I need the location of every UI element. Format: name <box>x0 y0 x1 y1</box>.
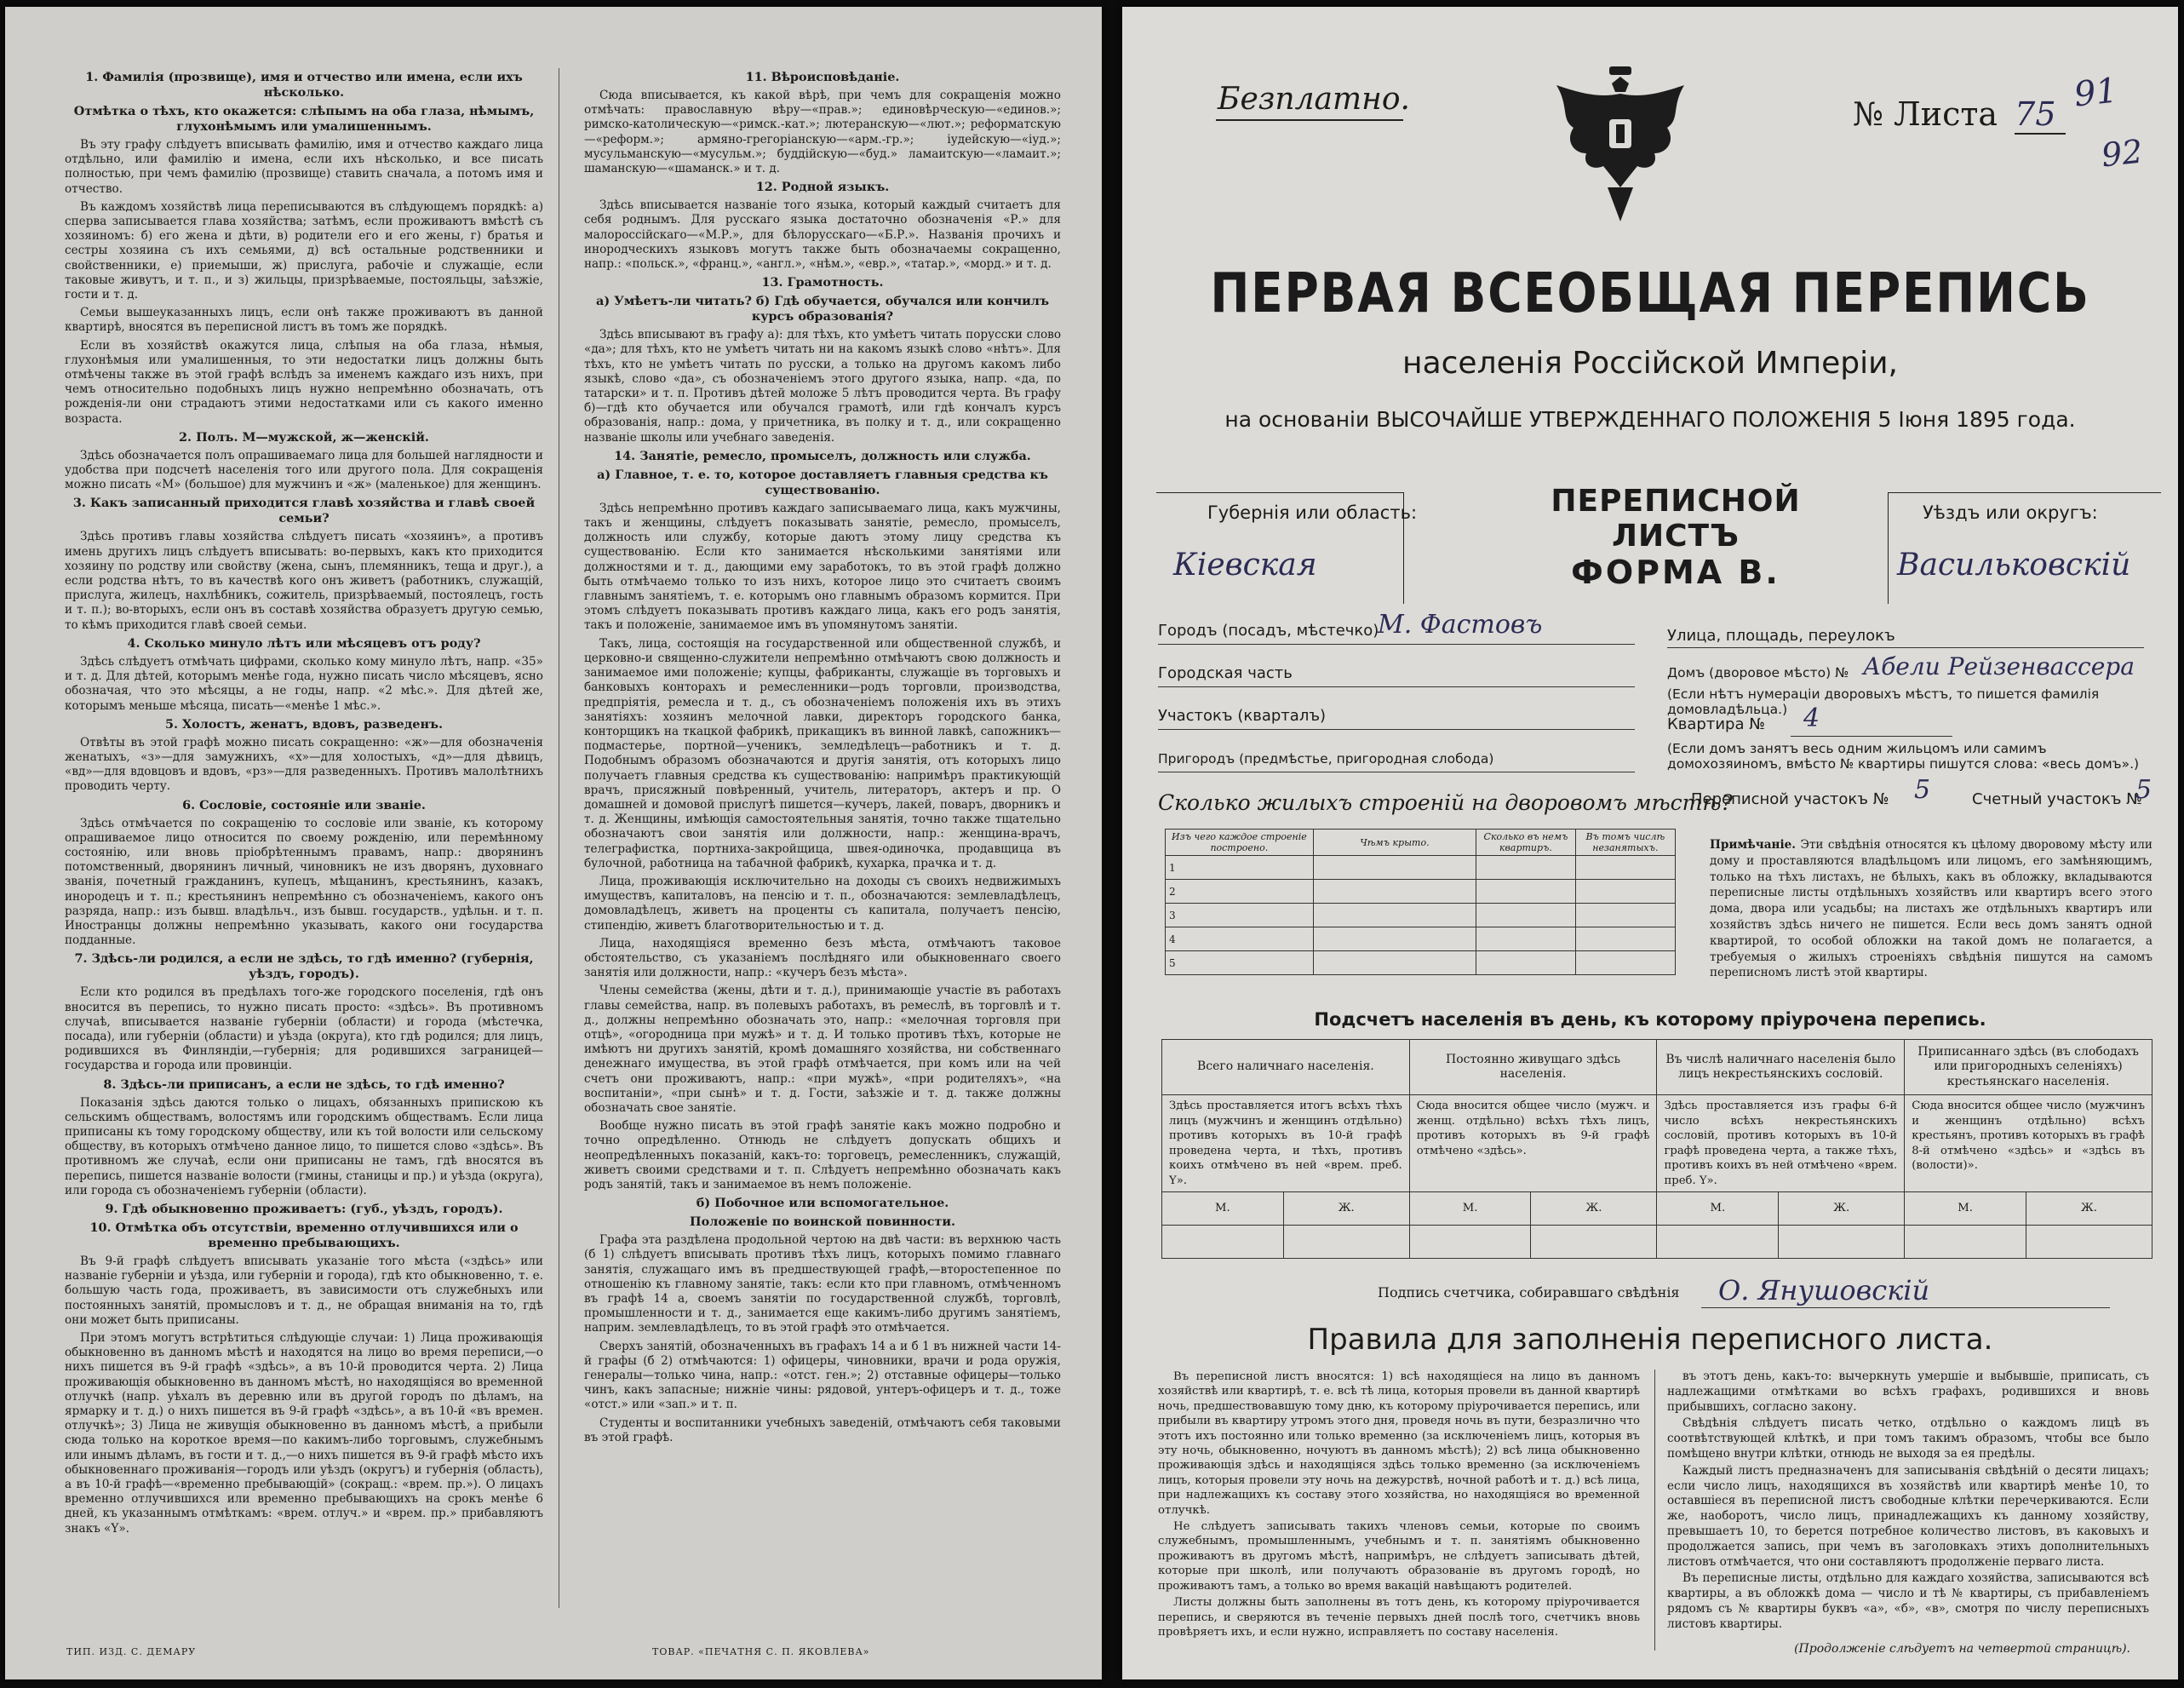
paragraph: Здѣсь непремѣнно противъ каждаго записываемаго лица, какъ мужчины, такъ и женщины, слѣдуетъ показывать занятіе, ремесло, промыселъ, должность или службу, которые даютъ этому лицу средства къ существованію. Если кто занимается нѣсколькими занятіями или должностями и т. д., дающими ему заработокъ, то въ этой графѣ должно быть отмѣчаемо только то изъ нихъ, которое лицо это считаетъ своимъ главнымъ занятіемъ, т. е. которымъ оно главнымъ образомъ кормится. При этомъ слѣдуетъ показывать противъ каждаго лица, какъ его родъ занятія, такъ и положеніе, занимаемое имъ въ упомянутомъ занятіи. <box>584 501 1061 633</box>
rule-paragraph: Не слѣдуетъ записывать такихъ членовъ семьи, которые по своимъ служебнымъ, промышленнымъ, учебнымъ и т. п. занятіямъ обыкновенно проживаютъ въ другомъ мѣстѣ, напримѣръ, не слѣдуетъ записывать дѣтей, которые при школѣ, или получаютъ образованіе въ другомъ городѣ, но проживаютъ тамъ, а только во время вакацій навѣщаютъ родителей. <box>1158 1520 1640 1593</box>
paragraph: Сверхъ занятій, обозначенныхъ въ графахъ 14 а и б 1 въ нижней части 14-й графы (б 2) отмѣчаются: 1) офицеры, чиновники, врачи и рода оружія, генералы—только чина, напр.: «отст. ген.»; 2) отставные офицеры—только чинъ, какъ запасные; нижніе чины: рядовой, унтеръ-офицеръ и т. д., тоже «отст.» или «зап.» и т. п. <box>584 1339 1061 1412</box>
section-heading: а) Главное, т. е. то, которое доставляетъ главныя средства къ существованію. <box>597 467 1048 497</box>
column-header: Постоянно живущаго здѣсь населенія. <box>1409 1040 1657 1095</box>
paragraph: Отвѣты въ этой графѣ можно писать сокращенно: «ж»—для обозначенія женатыхъ, «з»—для замужнихъ, «х»—для холостыхъ, «д»—для дѣвицъ, «вд»—для вдовцовъ и вдовъ, «рз»—для разведенныхъ. Противъ малолѣтнихъ проводить черту. <box>65 735 543 794</box>
rule-paragraph: Каждый листъ предназначенъ для записыванія свѣдѣній о десяти лицахъ; если число лицъ, находящихся въ хозяйствѣ или квартирѣ менѣе 10, то оставшіеся въ переписной листъ свободные клѣтки перечеркиваются. Если же, наоборотъ, число лицъ, принадлежащихъ къ данному хозяйству, превышаетъ 10, то берется потребное количество листовъ, въ каковыхъ и продолжается запись, при чемъ въ заголовкахъ этихъ дополнительныхъ листовъ отмѣчается, что они составляютъ продолженіе перваго листа. <box>1667 1463 2149 1569</box>
imperial-eagle-emblem-icon <box>1548 60 1693 238</box>
buildings-table-header <box>1166 830 1676 856</box>
section-heading: 2. Полъ. М—мужской, ж—женскій. <box>179 429 429 445</box>
explanation-text: Сюда вносится общее число (мужчинъ и женщинъ отдѣльно) всѣхъ крестьянъ, противъ которыхъ въ графѣ 8-й отмѣчено «здѣсь» и «здѣсь въ (волости)». <box>1905 1095 2152 1192</box>
female-label: Ж. <box>1283 1192 1409 1226</box>
rule-paragraph: Въ переписные листы, отдѣльно для каждаго хозяйства, записываются всѣ квартиры, а въ обложкѣ дома — число и тѣ № квартиры, съ прибавленіемъ рядомъ съ № квартиры буквъ «а», «б», «в», смотря по числу переписныхъ листовъ квартиры. <box>1667 1571 2149 1631</box>
sheet-number <box>1853 95 2066 135</box>
section-heading: 8. Здѣсь-ли приписанъ, а если не здѣсь, то гдѣ именно? <box>103 1077 505 1092</box>
rule <box>1158 686 1635 687</box>
paragraph: Здѣсь обозначается полъ опрашиваемаго лица для большей наглядности и удобства при подсчетѣ населенія того или другого пола. Для сокращенія можно писать «М» (большое) для мужчинъ и «ж» (маленькое) для женщинъ. <box>65 448 543 492</box>
rule-paragraph: Въ переписной листъ вносятся: 1) всѣ находящіеся на лицо въ данномъ хозяйствѣ или квартирѣ, т. е. всѣ тѣ лица, которыя провели въ данной квартирѣ ночь, предшествовавшую тому дню, къ которому пріурочивается перепись, или прибыли въ квартиру утромъ этого дня, проведя ночь въ пути, безразлично что этотъ ихъ постоянно или только временно (за исключеніемъ лицъ, которыя въ эту ночь, обыкновенно, ночуютъ въ данномъ мѣстѣ); 2) всѣ лица обыкновенно проживающія здѣсь и находящіяся здѣсь только временно (за исключеніемъ лицъ, которыя провели эту ночь на дежурствѣ, ночной работѣ и т. д.) всѣ лица, при надлежащихъ къ составу этого хозяйства, но находящіяся во временной отлучкѣ. <box>1158 1370 1640 1517</box>
paragraph: Въ 9-й графѣ слѣдуетъ вписывать указаніе того мѣста («здѣсь» или названіе губерніи и уѣзда, или губерніи и города), гдѣ кто обыкновенно, т. е. большую часть года, проживаетъ, въ зависимости отъ служебныхъ или постоянныхъ занятій, промысловъ и т. д., не обращая вниманія на то, гдѣ они может быть приписаны. <box>65 1254 543 1327</box>
paragraph: Сюда вписывается, къ какой вѣрѣ, при чемъ для сокращенія можно отмѣчать: православную вѣру—«прав.»; единовѣрческую—«единов.»; римско-католическую—«римск.-кат.»; лютеранскую—«лют.»; реформатскую—«реформ.»; армяно-грегоріанскую—«арм.-гр.»; іудейскую—«іуд.»; мусульманскую—«мусульм.»; буддійскую—«буд.» ламаитскую—«ламаит.»; шаманскую—«шаманск.» и т. д. <box>584 89 1061 176</box>
row-number: 5 <box>1166 951 1314 975</box>
column-divider <box>1654 1369 1655 1651</box>
section-heading: 3. Какъ записанный приходится главѣ хозяйства и главѣ своей семьи? <box>72 496 536 526</box>
form-title-line1: ПЕРЕПИСНОЙ ЛИСТЪ <box>1551 484 1801 554</box>
paragraph: Лица, проживающія исключительно на доходы съ своихъ недвижимыхъ имуществъ, капиталовъ, на пенсію и т. п., обозначаются: землевладѣлецъ, домовладѣлецъ, живетъ на проценты съ капитала, получаетъ пенсію, стипендію, живетъ благотворительностью и т. д. <box>584 874 1061 933</box>
dom-value: Абели Рейзенвассера <box>1863 652 2135 680</box>
column-header: Сколько въ немъ квартиръ. <box>1476 830 1576 856</box>
paragraph: Показанія здѣсь даются только о лицахъ, обязанныхъ припискою къ сельскимъ обществамъ, волостямъ или городскимъ обществамъ. Если лица приписаны къ тому городскому обществу, или къ той волости или сельскому обществу, въ которыхъ отмѣчено данное лицо, то пишется слово «здѣсь». Въ противномъ же случаѣ, если они приписаны не тамъ, гдѣ вносятся въ перепись, пишется названіе волости (гмины, станицы и пр.) и уѣзда (округа), или города съ обозначеніемъ губерніи (области). <box>65 1095 543 1197</box>
gorod-chast-label: Городская часть <box>1158 664 1293 682</box>
section-heading: 12. Родной языкъ. <box>755 180 890 195</box>
enumerator-signature-value: О. Янушовскій <box>1718 1274 1930 1306</box>
dom-label: Домъ (дворовое мѣсто) № <box>1667 665 1849 680</box>
paragraph: Здѣсь вписывается названіе того языка, который каждый считаетъ для себя роднымъ. Для русскаго языка достаточно обозначенія «Р.» для малороссійскаго—«М.Р.», для бѣлорусскаго—«Б.Р.». Названія прочихъ и инородческихъ языковъ могутъ также быть обозначаемы сокращенно, напр.: «польск.», «франц.», «англ.», «нѣм.», «евр.», «татар.», «морд.» и т. д. <box>584 198 1061 272</box>
schet-uchastok-value: 5 <box>2135 775 2152 805</box>
rules-column-1 <box>1158 1369 1640 1641</box>
population-table-header <box>1162 1040 2152 1095</box>
rules-title: Правила для заполненія переписного листа. <box>1307 1323 1993 1357</box>
continuation-note: (Продолженіе слѣдуетъ на четвертой страницѣ). <box>1794 1642 2130 1656</box>
female-label: Ж. <box>1531 1192 1657 1226</box>
ulica-label: Улица, площадь, переулокъ <box>1667 627 1895 645</box>
buildings-count-title: Сколько жилыхъ строеній на дворовомъ мѣстѣ? <box>1158 790 1733 815</box>
column-header: Приписаннаго здѣсь (въ слободахъ или пригородныхъ селеніяхъ) крестьянскаго населенія. <box>1905 1040 2152 1095</box>
section-heading: 6. Сословіе, состояніе или званіе. <box>182 797 426 812</box>
paragraph: Если кто родился въ предѣлахъ того-же городского поселенія, гдѣ онъ вносится въ перепись, то нужно писать просто: «здѣсь». Въ противномъ случаѣ, вписывается названіе губерніи (области) и города (мѣстечка, посада), или губерніи (области) и уѣзда (округа), кто гдѣ родился; для лицъ, родившихся въ Финляндіи,—губернія; для родившихся заграницей—государства и города или провинціи. <box>65 985 543 1073</box>
paragraph: Здѣсь отмѣчается по сокращенію то сословіе или званіе, къ которому опрашиваемое лицо относится по своему рожденію, или перемѣнному состоянію, или вновь пріобрѣтеннымъ правамъ, напр.: дворянинъ потомственный, дворянинъ личный, чиновникъ не изъ дворянъ, духовнаго званія, почетный гражданинъ, купецъ, мѣщанинъ, крестьянинъ, казакъ, инородецъ и т. п.; крестьянинъ непремѣнно съ обозначеніемъ, какого онъ разряда, напр.: изъ бывш. владѣльч., изъ бывш. государств., удѣльн. и т. п. Иностранцы должны непремѣнно указывать, какого они государства подданные. <box>65 816 543 948</box>
right-page <box>1122 7 2178 1679</box>
form-title-line2: ФОРМА В. <box>1571 554 1780 591</box>
gubernia-label: Губернія или область: <box>1207 502 1418 523</box>
paragraph: При этомъ могутъ встрѣтиться слѣдующіе случаи: 1) Лица проживающія обыкновенно въ данномъ мѣстѣ и находятся на лицо во время переписи,—о нихъ пишется въ 9-й графѣ «здѣсь», а въ 10-й проводится черта. 2) Лица проживающія обыкновенно въ данномъ мѣстѣ, но находящіяся во временной отлучкѣ (напр. уѣхалъ въ деревню или въ другой городъ по дѣламъ, на ярмарку и т. д.) о нихъ пишется въ 9-й графѣ «здѣсь», а въ 10-й «въ времен. отлучкѣ»; 3) Лица не живущія обыкновенно въ данномъ мѣстѣ, а прибыли сюда только на короткое время—по какимъ-либо торговымъ, служебнымъ или инымъ дѣламъ, въ гости и т. д.,—о нихъ пишется въ 9-й графѣ мѣсто ихъ обыкновеннаго проживанія—городъ или уѣздъ (округъ) и губернія (область), а въ 10-й графѣ—«временно пребывающій» (сокращ.: «врем. пр.»). О лицахъ временно отлучившихся или временно пребывающихъ на срокъ менѣе 6 дней, къ указаннымъ отмѣткамъ: «врем. отлуч.» и «врем. пр.» прибавляютъ знакъ «Y». <box>65 1331 543 1536</box>
section-heading: 14. Занятіе, ремесло, промыселъ, должность или служба. <box>614 448 1031 463</box>
column-header: Изъ чего каждое строеніе построено. <box>1166 830 1314 856</box>
note-paragraph <box>1710 837 2152 981</box>
paragraph: Студенты и воспитанники учебныхъ заведеній, отмѣчаютъ себя таковыми въ этой графѣ. <box>584 1415 1061 1444</box>
table-row <box>1166 856 1676 880</box>
census-title: ПЕРВАЯ ВСЕОБЩАЯ ПЕРЕПИСЬ <box>1210 262 2090 325</box>
female-label: Ж. <box>2026 1192 2152 1226</box>
paragraph: Если въ хозяйствѣ окажутся лица, слѣпыя на оба глаза, нѣмыя, глухонѣмыя или умалишенныя, то эти недостатки лицъ должны быть отмѣчены также въ этой графѣ вслѣдъ за именемъ каждаго изъ нихъ, при чемъ относительно подобныхъ лицъ нужно непремѣнно обозначать, отъ рожденія-ли они страдаютъ этими недостатками или съ какого именно возраста. <box>65 338 543 426</box>
population-table-explanations <box>1162 1095 2152 1192</box>
left-page <box>5 7 1102 1679</box>
uchastok-label: Участокъ (кварталъ) <box>1158 707 1327 725</box>
census-decree-line: на основаніи ВЫСОЧАЙШЕ УТВЕРЖДЕННАГО ПОЛОЖЕНІЯ 5 Іюня 1895 года. <box>1224 407 2076 432</box>
male-label: М. <box>1657 1192 1779 1226</box>
table-row <box>1166 880 1676 904</box>
section-heading: 11. Вѣроисповѣданіе. <box>745 70 900 84</box>
dom-note: (Если нѣтъ нумераціи дворовыхъ мѣстъ, то пишется фамилія домовладѣльца.) <box>1667 686 2100 717</box>
header-boxes <box>1156 467 2161 603</box>
paragraph: Лица, находящіяся временно безъ мѣста, отмѣчаютъ таковое обстоятельство, съ указаніемъ послѣдняго или обыкновеннаго своего занятія или должности, напр.: «кучеръ безъ мѣста». <box>584 936 1061 980</box>
column-header: Чѣмъ крыто. <box>1313 830 1476 856</box>
population-count-title: Подсчетъ населенія въ день, къ которому пріурочена перепись. <box>1314 1009 1986 1030</box>
table-row <box>1166 927 1676 951</box>
perepis-uchastok-label: Переписной участокъ № <box>1691 790 1889 808</box>
table-row <box>1166 904 1676 927</box>
kvartira-value: 4 <box>1803 703 1820 733</box>
table-row <box>1166 951 1676 975</box>
census-subtitle: населенія Россійской Имперіи, <box>1402 346 1898 381</box>
row-number: 3 <box>1166 904 1314 927</box>
rule-paragraph: Листы должны быть заполнены въ тотъ день, къ которому пріурочивается перепись, и сверяются въ теченіе первыхъ дней послѣ того, счетчикъ вновь провѣряетъ ихъ, и если нужно, исправляетъ по составу населенія. <box>1158 1596 1640 1639</box>
instructions-column-2 <box>584 68 1061 1449</box>
male-label: М. <box>1905 1192 2026 1226</box>
explanation-text: Здѣсь проставляется итогъ всѣхъ тѣхъ лицъ (мужчинъ и женщинъ отдѣльно) противъ которыхъ въ 10-й графѣ проведена черта, и тѣхъ, противъ коихъ отмѣчено въ ней «врем. преб. Y». <box>1162 1095 1410 1192</box>
note-text: Эти свѣдѣнія относятся къ цѣлому дворовому мѣсту или дому и проставляются владѣльцомъ или лицомъ, его замѣняющимъ, только на тѣхъ листахъ, не бѣлыхъ, какъ въ обложку, вкладываются переписные листы отдѣльныхъ хозяйствъ или квартиръ всего этого дома, двора или усадьбы; на листахъ же отдѣльныхъ квартиръ или хозяйствъ здѣсь ничего не пишется. Если весь домъ занятъ одной квартирой, то особой обложки на такой домъ не полагается, а требуемыя о жилыхъ строеніяхъ свѣдѣнія пишутся на самомъ переписномъ листѣ этой квартиры. <box>1710 838 2152 980</box>
perepis-uchastok-value: 5 <box>1914 775 1931 805</box>
sheet-number-label: № Листа <box>1853 95 1998 133</box>
paragraph: Вообще нужно писать въ этой графѣ занятіе какъ можно подробно и точно опредѣленно. Отнюдь не слѣдуетъ допускать общихъ и неопредѣленныхъ показаній, какъ-то: торговецъ, ремесленникъ, служащій, живетъ своими средствами и т. п. Слѣдуетъ непремѣнно обозначать какъ родъ занятій, такъ и занимаемое въ немъ положеніе. <box>584 1119 1061 1191</box>
paragraph: Въ эту графу слѣдуетъ вписывать фамилію, имя и отчество каждаго лица отдѣльно, или фамилію и имена, если ихъ нѣсколько, и все писать полностью, при чемъ фамилію (прозвище) ставить сначала, а потомъ имя и отчество. <box>65 138 543 196</box>
rules-column-2 <box>1667 1369 2149 1634</box>
explanation-text: Здѣсь проставляется изъ графы 6-й число всѣхъ некрестьянскихъ сословій, противъ которыхъ въ 10-й графѣ проведена черта, а также тѣхъ, противъ коихъ въ ней отмѣчено «врем. преб. Y». <box>1657 1095 1905 1192</box>
instructions-column-1 <box>65 68 543 1540</box>
free-of-charge-label: Безплатно. <box>1218 82 1410 117</box>
section-heading: 10. Отмѣтка объ отсутствіи, временно отлучившихся или о временно пребывающихъ. <box>89 1220 519 1250</box>
row-number: 1 <box>1166 856 1314 880</box>
form-title <box>1505 484 1846 591</box>
gubernia-value: Кіевская <box>1173 548 1317 583</box>
section-heading: 13. Грамотность. <box>761 275 884 290</box>
section-heading: 9. Гдѣ обыкновенно проживаетъ: (губ., уѣздъ, городъ). <box>105 1201 503 1216</box>
printer-imprint-right: ТОВАР. «ПЕЧАТНЯ С. П. ЯКОВЛЕВА» <box>652 1646 870 1657</box>
rule-paragraph: Свѣдѣнія слѣдуетъ писать четко, отдѣльно о каждомъ лицѣ въ соотвѣтствующей клѣткѣ, и при томъ такимъ образомъ, чтобы все было помѣщено внутри клѣтки, отнюдь не выходя за ея предѣлы. <box>1667 1416 2149 1461</box>
column-header: Въ числѣ наличнаго населенія было лицъ некрестьянскихъ сословій. <box>1657 1040 1905 1095</box>
sheet-number-value: 75 <box>2015 95 2066 135</box>
explanation-text: Сюда вносится общее число (мужч. и женщ. отдѣльно) всѣхъ тѣхъ лицъ, противъ которыхъ въ 9-й графѣ отмѣчено «здѣсь». <box>1409 1095 1657 1192</box>
section-heading: 7. Здѣсь-ли родился, а если не здѣсь, то гдѣ именно? (губернія, уѣздъ, городъ). <box>74 951 534 982</box>
kvartira-label: Квартира № <box>1667 715 1765 733</box>
row-number: 4 <box>1166 927 1314 951</box>
paragraph: Здѣсь противъ главы хозяйства слѣдуетъ писать «хозяинъ», а противъ имень другихъ лицъ слѣдуетъ вписывать: во-первыхъ, какъ кто приходится хозяину по родству или свойству (жена, сынъ, племянникъ, теща и друг.), а если родства нѣтъ, то въ качествѣ кого онъ живетъ (работникъ, служащій, прислуга, жилецъ, нахлѣбникъ, сожитель, призрѣваемый, постоялецъ, гость и т. п.); во-вторыхъ, если онъ въ составѣ хозяйства образуетъ другую семью, то кѣмъ приходится главѣ своей семьи. <box>65 530 543 632</box>
male-label: М. <box>1409 1192 1531 1226</box>
paragraph: Въ каждомъ хозяйствѣ лица переписываются въ слѣдующемъ порядкѣ: а) сперва записывается глава хозяйства; затѣмъ, если проживаютъ вмѣстѣ съ хозяиномъ: б) его жена и дѣти, в) родители его и его жены, г) братья и сестры хозяина съ ихъ семьями, д) всѣ остальные родственники и свойственники, е) приемыши, ж) прислуга, рабочіе и служащіе, если таковые живутъ, и т. п., и з) жильцы, призрѣваемые, постояльцы, заѣзжіе, гости и т. д. <box>65 199 543 302</box>
column-header: Всего наличнаго населенія. <box>1162 1040 1410 1095</box>
count-values-row <box>1162 1226 2152 1259</box>
printer-imprint-left: ТИП. ИЗД. С. ДЕМАРУ <box>66 1646 197 1657</box>
underline <box>1216 119 1403 121</box>
schet-uchastok-label: Счетный участокъ № <box>1972 790 2142 808</box>
sex-header-row <box>1162 1192 2152 1226</box>
female-label: Ж. <box>1779 1192 1905 1226</box>
gorod-label: Городъ (посадъ, мѣстечко) <box>1158 622 1379 640</box>
uezd-value: Васильковскій <box>1897 548 2131 583</box>
paragraph: Графа эта раздѣлена продольной чертою на двѣ части: въ верхнюю часть (б 1) слѣдуетъ вписывать противъ тѣхъ лицъ, которыхъ помимо главнаго занятія, служащаго имъ въ предшествующей графѣ,—второстепенное по отношенію къ главному занятіе, такъ: если кто при главномъ, отмѣченномъ въ графѣ 14 а, своемъ занятіи по государственной службѣ, торговлѣ, промышленности и т. д., занимается еще какимъ-либо другимъ занятіемъ, наприм. землевладѣлецъ, то въ этой графѣ это отмѣчается. <box>584 1233 1061 1335</box>
enumerator-signature-label: Подпись счетчика, собиравшаго свѣдѣнія <box>1378 1284 1680 1300</box>
section-heading: а) Умѣетъ-ли читать? б) Гдѣ обучается, обучался или кончилъ курсъ образованія? <box>596 294 1049 324</box>
row-number: 2 <box>1166 880 1314 904</box>
paragraph: Такъ, лица, состоящія на государственной или общественной службѣ, и церковно-и священно-служители непремѣнно отмѣчаютъ свою должность и занимаемое ими положеніе; купцы, фабриканты, служащіе въ торговыхъ и банковыхъ конторахъ и ремесленники—родъ торговли, производства, предпріятія, ремесла и т. д., съ обозначеніемъ положенія ихъ въ этихъ занятіяхъ: хозяинъ мелочной лавки, директоръ городского банка, конторщикъ на ткацкой фабрикѣ, прикащикъ въ винной лавкѣ, сапожникъ—подмастерье, портной—ученикъ, земледѣлецъ—работникъ и т. д. Подобнымъ образомъ обозначаются и другія занятія, отъ которыхъ лицо получаетъ главныя средства къ существованію: напримѣръ практикующій врачъ, присяжный повѣренный, учитель, литераторъ, актеръ и пр. О домашней и домовой прислугѣ пишется—кучеръ, лакей, поваръ, дворникъ и т. д. Женщины, имѣющія самостоятельныя занятія, точно также тщательно обозначаютъ свои занятія или должности, напр.: женщина-врачъ, телеграфистка, портниха-закройщица, швея-одиночка, продавщица въ булочной, работница на табачной фабрикѣ, кухарка, прачка и т. д. <box>584 636 1061 870</box>
paragraph: Семьи вышеуказанныхъ лицъ, если онѣ также проживаютъ въ данной квартирѣ, вносятся въ переписной листъ въ томъ же порядкѣ. <box>65 306 543 335</box>
buildings-table <box>1165 829 1676 975</box>
column-header: Въ томъ числѣ незанятыхъ. <box>1575 830 1675 856</box>
paragraph: Здѣсь слѣдуетъ отмѣчать цифрами, сколько кому минуло лѣтъ, напр. «35» и т. д. Для дѣтей, которымъ менѣе года, нужно писать число мѣсяцевъ, ясно обозначая, что это мѣсяцы, а не годы, напр. «2 мѣс.». Для дѣтей же, которымъ меньше мѣсяца, писать—«менѣе 1 мѣс.». <box>65 654 543 713</box>
section-heading: Положеніе по воинской повинности. <box>690 1214 955 1230</box>
section-heading: б) Побочное или вспомогательное. <box>696 1196 949 1211</box>
section-heading: Отмѣтка о тѣхъ, кто окажется: слѣпымъ на оба глаза, нѣмымъ, глухонѣмымъ или умалишеннымъ. <box>73 104 535 134</box>
margin-number-1: 91 <box>2072 71 2120 115</box>
note-label: Примѣчаніе. <box>1710 838 1797 852</box>
rule <box>1158 729 1635 730</box>
rule <box>1791 736 1952 737</box>
section-heading: 5. Холостъ, женатъ, вдовъ, разведенъ. <box>164 716 444 732</box>
prigorod-label: Пригородъ (предмѣстье, пригородная слобода) <box>1158 751 1494 766</box>
rule <box>1158 644 1635 645</box>
section-heading: 1. Фамилія (прозвище), имя и отчество или имена, если ихъ нѣсколько. <box>85 70 523 100</box>
margin-number-2: 92 <box>2099 132 2145 175</box>
rule <box>1667 647 2144 648</box>
uezd-label: Уѣздъ или округъ: <box>1923 502 2098 523</box>
section-heading: 4. Сколько минуло лѣтъ или мѣсяцевъ отъ роду? <box>127 635 481 651</box>
gorod-value: М. Фастовъ <box>1378 610 1543 640</box>
population-count-table <box>1161 1039 2152 1259</box>
male-label: М. <box>1162 1192 1284 1226</box>
signature-line <box>1701 1307 2110 1308</box>
paragraph: Члены семейства (жены, дѣти и т. д.), принимающіе участіе въ работахъ главы семейства, напр. въ полевыхъ работахъ, въ ремеслѣ, въ торговлѣ и т. д., должны непремѣнно обозначать это, напр.: «мелочная торговля при отцѣ», «огородница при мужѣ» и т. д. И только противъ тѣхъ, которые не имѣютъ ни другихъ занятій, кромѣ домашняго хозяйства, ни собственнаго денежнаго имущества, въ этой графѣ отмѣчается, при комъ или на чей счетъ они проживаютъ, напр.: «при мужѣ», «при родителяхъ», «на воспитаніи», «при сынѣ» и т. д. Гости, заѣзжіе и т. д. также должны обозначать свое занятіе. <box>584 984 1061 1115</box>
paragraph: Здѣсь вписывают въ графу а): для тѣхъ, кто умѣетъ читать порусски слово «да»; для тѣхъ, кто не умѣетъ читать ни на какомъ языкѣ слово «нѣтъ». Для тѣхъ, кто не умѣетъ читать по русски, а только на другомъ какомъ либо языкѣ, слово «да», съ обозначеніемъ этого другого языка, напр. «да, по татарски» и т. п. Противъ дѣтей моложе 5 лѣтъ проводится черта. Въ графу б)—гдѣ кто обучается или обучался грамотѣ, или гдѣ кончалъ курсъ образованія, напр.: дома, у причетника, въ полку и т. д., или сокращенно названіе школы или учебнаго заведенія. <box>584 328 1061 445</box>
rule-paragraph: въ этотъ день, какъ-то: вычеркнуть умершіе и выбывшіе, приписать, съ надлежащими отмѣтками во всѣхъ графахъ, родившихся и вновь прибывшихъ, согласно закону. <box>1667 1369 2149 1414</box>
kvartira-note: (Если домъ занятъ весь одним жильцомъ или самимъ домохозяиномъ, вмѣсто № квартиры пишутся слова: «весь домъ».) <box>1667 741 2140 772</box>
